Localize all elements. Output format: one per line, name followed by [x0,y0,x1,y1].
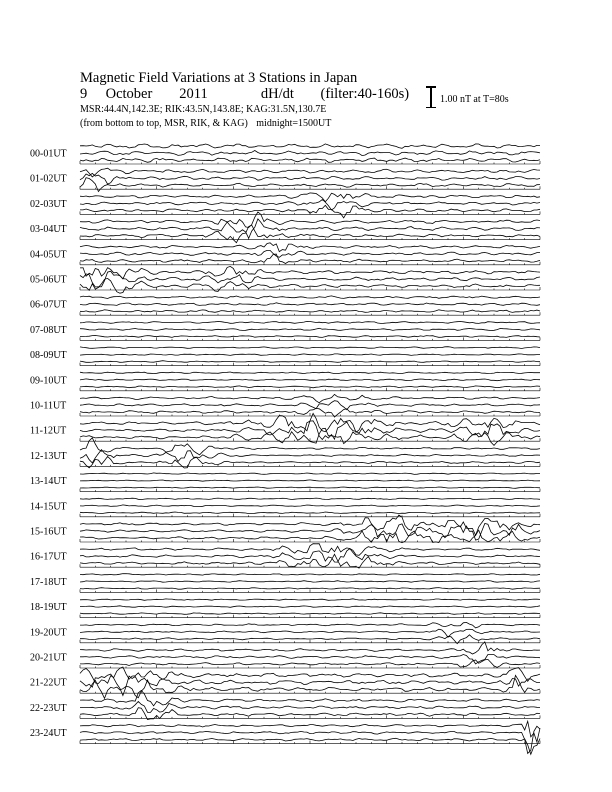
trace-rik [80,480,540,481]
trace-msr [80,278,540,293]
trace-kag [80,515,540,535]
trace-rik [80,151,540,156]
trace-kag [80,574,540,576]
quantity-label: dH/dt [260,86,294,102]
trace-rik [80,505,540,507]
trace-kag [80,168,540,177]
trace-kag [80,721,540,742]
trace-kag [80,544,540,556]
midnight-label: midnight=1500UT [256,118,332,129]
trace-msr [80,588,540,590]
hour-label: 11-12UT [30,425,67,437]
hour-label: 13-14UT [30,476,67,488]
trace-rik [80,271,540,287]
trace-rik [80,328,540,330]
trace-kag [80,243,540,252]
hour-label: 09-10UT [30,375,67,387]
trace-kag [80,622,540,628]
trace-rik [80,581,540,583]
hour-label: 20-21UT [30,652,67,664]
hour-label: 01-02UT [30,173,67,185]
date-year: 2011 [179,86,208,102]
trace-rik [80,702,540,713]
trace-kag [80,296,540,299]
trace-rik [80,354,540,356]
scale-label: 1.00 nT at T=80s [440,94,509,105]
hour-label: 06-07UT [30,299,67,311]
trace-rik [80,401,540,410]
trace-rik [80,303,540,306]
trace-kag [80,642,540,654]
trace-msr [80,512,540,514]
trace-rik [80,726,540,753]
trace-kag [80,347,540,349]
stations-line: MSR:44.4N,142.3E; RIK:43.5N,143.8E; KAG:31.5N,130.7E [80,104,327,115]
date-day: 9 [80,86,88,102]
hour-label: 18-19UT [30,602,67,614]
hour-label: 16-17UT [30,551,67,563]
trace-msr [80,386,540,388]
hour-label: 10-11UT [30,400,67,412]
trace-kag [80,599,540,601]
hour-label: 12-13UT [30,450,67,462]
hour-label: 02-03UT [30,198,67,210]
hour-label: 03-04UT [30,224,67,236]
trace-rik [80,450,540,463]
trace-rik [80,200,540,211]
trace-kag [80,372,540,374]
trace-msr [80,336,540,338]
hour-label: 14-15UT [30,501,67,513]
trace-msr [80,428,540,445]
trace-kag [80,394,540,402]
hour-label: 15-16UT [30,526,67,538]
hour-label: 08-09UT [30,350,67,362]
filter-label: (filter:40-160s) [320,86,410,102]
trace-kag [80,266,540,279]
trace-kag [80,473,540,475]
hour-label: 00-01UT [30,148,67,160]
trace-msr [80,310,540,313]
trace-msr [80,675,540,698]
trace-rik [80,173,540,184]
trace-msr [80,613,540,615]
trace-rik [80,549,540,563]
date-month: October [105,86,153,102]
hour-label: 22-23UT [30,702,67,714]
trace-kag [80,498,540,500]
hour-label: 07-08UT [30,324,67,336]
station-order: (from bottom to top, MSR, RIK, & KAG) [80,118,248,129]
trace-kag [80,144,540,148]
trace-kag [80,193,540,202]
hour-label: 23-24UT [30,728,67,740]
hour-label: 19-20UT [30,627,67,639]
hour-label: 05-06UT [30,274,67,286]
trace-kag [80,321,540,323]
hour-label: 21-22UT [30,677,67,689]
trace-rik [80,250,540,257]
trace-rik [80,606,540,608]
trace-msr [80,361,540,363]
trace-rik [80,379,540,381]
trace-kag [80,667,540,684]
chart-title: Magnetic Field Variations at 3 Stations in Japan [80,70,358,86]
hour-label: 17-18UT [30,576,67,588]
hour-label: 04-05UT [30,249,67,261]
trace-msr [80,487,540,488]
